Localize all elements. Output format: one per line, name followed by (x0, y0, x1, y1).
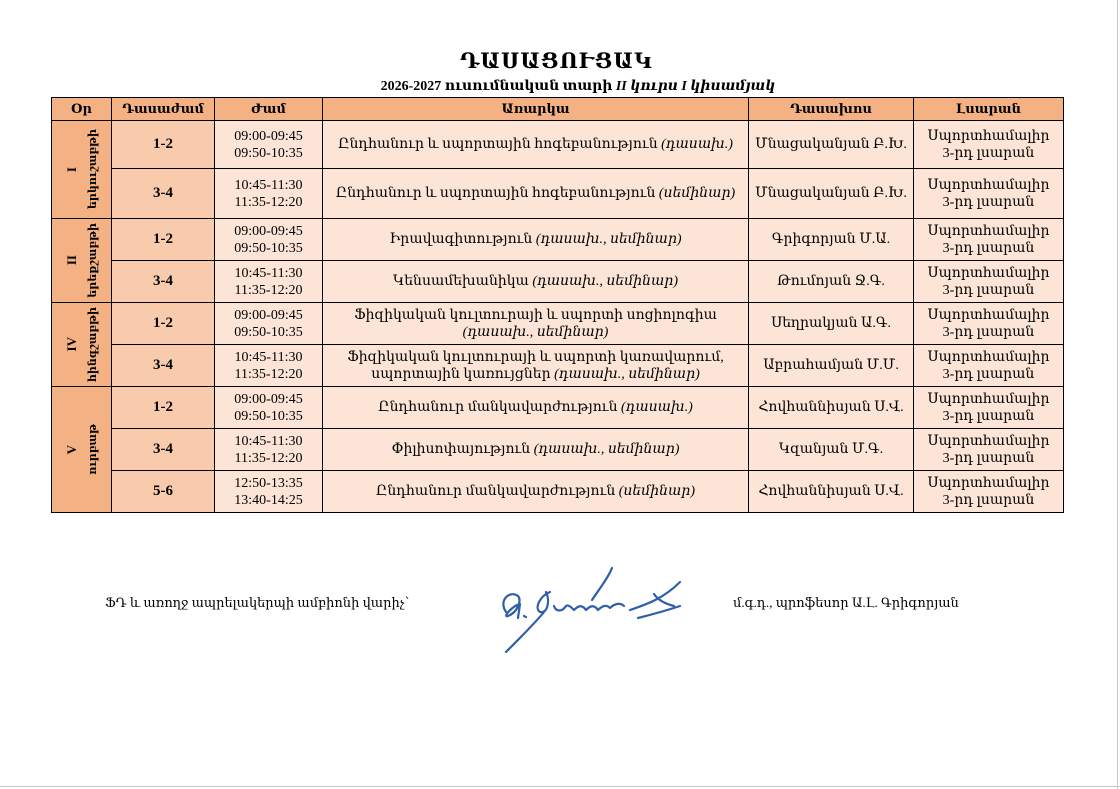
table-row (52, 345, 1064, 387)
page-title: ԴԱՍԱՑՈՒՑԱԿ (460, 49, 653, 73)
room-building: Սպորտհամալիր (927, 128, 1050, 144)
header-room: Լսարան (914, 98, 1064, 121)
day-cell (52, 303, 112, 387)
day-name: հինգշաբթի (87, 306, 99, 383)
page-edge-bottom (0, 786, 1120, 787)
day-name: երկուշաբթի (87, 129, 99, 210)
time-cell (215, 219, 323, 261)
teacher-cell: Հովհաննիսյան Ս.Վ. (749, 471, 914, 513)
subject-note: (դասախ., սեմինար) (462, 324, 609, 340)
time-first: 09:00-09:45 (234, 223, 303, 239)
time-second: 13:40-14:25 (234, 492, 303, 508)
subject-cell (323, 219, 749, 261)
subject-cell (323, 303, 749, 345)
subject-name: Ընդհանուր մանկավարժություն (378, 400, 621, 415)
room-cell (914, 429, 1064, 471)
page-edge-right (1117, 0, 1118, 789)
room-cell (914, 471, 1064, 513)
room-number: 3-րդ լսարան (942, 492, 1035, 508)
subject-name: Ընդհանուր մանկավարժություն (376, 484, 619, 499)
subject-name: Ֆիզիկական կուլտուրայի և սպորտի կառավարում, սպորտային կառույցներ (347, 349, 724, 382)
subject-name: Ընդհանուր և սպորտային հոգեբանություն (338, 137, 662, 152)
room-number: 3-րդ լսարան (942, 450, 1035, 466)
subtitle-year: 2026-2027 ուսումնական տարի (380, 79, 616, 94)
room-cell (914, 219, 1064, 261)
subject-name: Ֆիզիկական կուլտուրայի և սպորտի սոցիոլոգիա (354, 307, 717, 323)
time-first: 09:00-09:45 (234, 128, 303, 144)
room-building: Սպորտհամալիր (927, 223, 1050, 239)
subject-note: (սեմինար) (618, 484, 695, 499)
lesson-cell: 5-6 (112, 471, 215, 513)
subject-name: Կենսամեխանիկա (393, 274, 533, 289)
subject-cell (323, 471, 749, 513)
room-building: Սպորտհամալիր (927, 349, 1050, 365)
subject-note: (դասախ., սեմինար) (554, 366, 700, 382)
room-number: 3-րդ լսարան (942, 366, 1035, 382)
room-number: 3-րդ լսարան (942, 194, 1035, 210)
time-second: 11:35-12:20 (234, 194, 303, 210)
subject-cell (323, 429, 749, 471)
time-cell (215, 303, 323, 345)
table-row (52, 261, 1064, 303)
time-cell (215, 345, 323, 387)
teacher-cell: Գրիգորյան Մ.Ա. (749, 219, 914, 261)
room-number: 3-րդ լսարան (942, 324, 1035, 340)
table-row (52, 471, 1064, 513)
subject-name: Փիլիսոփայություն (391, 442, 534, 457)
subject-cell (323, 121, 749, 169)
subject-cell (323, 387, 749, 429)
subject-note: (դասախ., սեմինար) (532, 274, 678, 289)
time-cell (215, 429, 323, 471)
day-number: I (64, 166, 79, 173)
lesson-cell: 3-4 (112, 169, 215, 219)
day-name: երեքշաբթի (87, 223, 99, 298)
time-cell (215, 471, 323, 513)
header-day: Օր (52, 98, 112, 121)
time-cell (215, 121, 323, 169)
time-second: 09:50-10:35 (234, 408, 303, 424)
time-first: 09:00-09:45 (234, 307, 303, 323)
subject-note: (դասախ., սեմինար) (535, 232, 682, 247)
room-number: 3-րդ լսարան (942, 408, 1035, 424)
time-second: 11:35-12:20 (234, 450, 303, 466)
schedule-body (52, 121, 1064, 513)
lesson-cell: 1-2 (112, 219, 215, 261)
room-building: Սպորտհամալիր (927, 433, 1050, 449)
time-second: 11:35-12:20 (234, 366, 303, 382)
room-cell (914, 261, 1064, 303)
time-second: 11:35-12:20 (234, 282, 303, 298)
teacher-cell: Սեղրակյան Ա.Գ. (749, 303, 914, 345)
day-cell (52, 387, 112, 513)
subject-cell (323, 169, 749, 219)
subtitle-course: II կուրս I կիսամյակ (615, 79, 776, 94)
table-row (52, 169, 1064, 219)
subject-cell (323, 345, 749, 387)
teacher-cell: Կզանյան Մ.Գ. (749, 429, 914, 471)
room-number: 3-րդ լսարան (942, 240, 1035, 256)
day-cell (52, 219, 112, 303)
room-cell (914, 169, 1064, 219)
day-number: II (64, 255, 79, 266)
subject-note: (դասախ.) (661, 137, 733, 152)
table-row (52, 219, 1064, 261)
room-cell (914, 387, 1064, 429)
lesson-cell: 3-4 (112, 261, 215, 303)
lesson-cell: 1-2 (112, 121, 215, 169)
teacher-cell: Աբրահամյան Մ.Մ. (749, 345, 914, 387)
room-number: 3-րդ լսարան (942, 145, 1035, 161)
subject-note: (դասախ., սեմինար) (533, 442, 680, 457)
room-number: 3-րդ լսարան (942, 282, 1035, 298)
day-cell (52, 121, 112, 219)
teacher-cell: Մնացականյան Բ.Խ. (749, 121, 914, 169)
footer-position: ՖԴ և առողջ ապրելակերպի ամբիոնի վարիչ՝ (105, 595, 410, 610)
header-time: Ժամ (215, 98, 323, 121)
time-first: 10:45-11:30 (234, 349, 303, 365)
time-first: 10:45-11:30 (234, 433, 303, 449)
day-number: IV (64, 337, 79, 352)
lesson-cell: 3-4 (112, 345, 215, 387)
lesson-cell: 1-2 (112, 303, 215, 345)
table-row (52, 121, 1064, 169)
room-cell (914, 303, 1064, 345)
room-cell (914, 345, 1064, 387)
time-second: 09:50-10:35 (234, 324, 303, 340)
teacher-cell: Հովհաննիսյան Ս.Վ. (749, 387, 914, 429)
subject-name: Իրավագիտություն (389, 232, 536, 247)
room-building: Սպորտհամալիր (927, 307, 1050, 323)
header-row (52, 98, 1064, 121)
lesson-cell: 1-2 (112, 387, 215, 429)
schedule-table (51, 97, 1064, 513)
table-row (52, 429, 1064, 471)
day-name: ուրբաթ (87, 424, 99, 475)
day-number: V (64, 444, 79, 455)
header-subject: Առարկա (323, 98, 749, 121)
table-row (52, 303, 1064, 345)
room-building: Սպորտհամալիր (927, 265, 1050, 281)
time-second: 09:50-10:35 (234, 145, 303, 161)
subject-note: (սեմինար) (658, 186, 736, 201)
time-first: 09:00-09:45 (234, 391, 303, 407)
signature-image (488, 560, 688, 660)
time-first: 12:50-13:35 (234, 475, 303, 491)
header-teacher: Դասախոս (749, 98, 914, 121)
teacher-cell: Թումոյան Ջ.Գ. (749, 261, 914, 303)
time-second: 09:50-10:35 (234, 240, 303, 256)
time-first: 10:45-11:30 (234, 177, 303, 193)
subject-name: Ընդհանուր և սպորտային հոգեբանություն (335, 186, 659, 201)
page-subtitle (0, 78, 1120, 95)
teacher-cell: Մնացականյան Բ.Խ. (749, 169, 914, 219)
subject-cell (323, 261, 749, 303)
time-cell (215, 261, 323, 303)
room-cell (914, 121, 1064, 169)
room-building: Սպորտհամալիր (927, 177, 1050, 193)
header-lesson: Դասաժամ (112, 98, 215, 121)
lesson-cell: 3-4 (112, 429, 215, 471)
room-building: Սպորտհամալիր (927, 391, 1050, 407)
time-cell (215, 387, 323, 429)
room-building: Սպորտհամալիր (927, 475, 1050, 491)
time-first: 10:45-11:30 (234, 265, 303, 281)
footer-signatory: մ.գ.դ., պրոֆեսոր Ա.Լ. Գրիգորյան (733, 595, 959, 610)
table-row (52, 387, 1064, 429)
subject-note: (դասախ.) (620, 400, 693, 415)
time-cell (215, 169, 323, 219)
